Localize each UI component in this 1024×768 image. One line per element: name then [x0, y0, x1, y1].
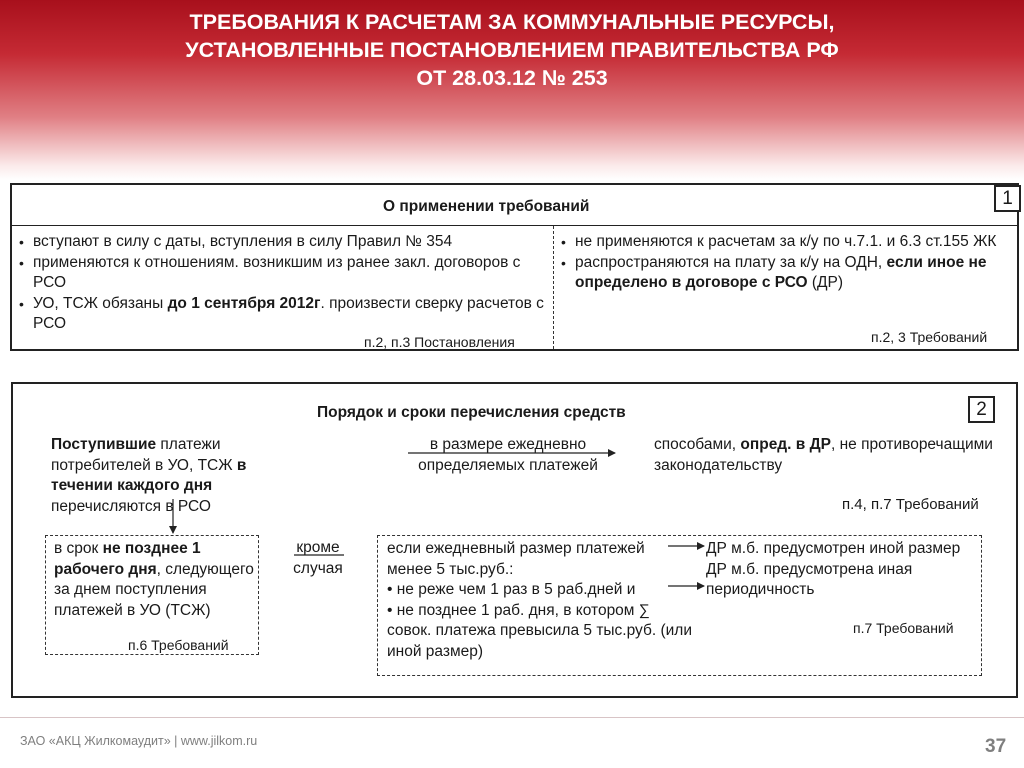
section1-left-reference: п.2, п.3 Постановления: [364, 334, 515, 350]
deadline-reference: п.6 Требований: [128, 637, 229, 653]
list-item: • не применяются к расчетам за к/у по ч.7.1. и 6.3 ст.155 ЖК: [561, 232, 1001, 253]
section1-number-badge: 1: [994, 185, 1021, 212]
footer-company: ЗАО «АКЦ Жилкомаудит» | www.jilkom.ru: [20, 734, 258, 748]
except-text: кроме случая: [293, 539, 343, 577]
requirements-application-box: [10, 183, 1019, 351]
incoming-payments-text: Поступившие платежи потребителей в УО, ТСЖ в течении каждого дня перечисляются в РСО: [51, 436, 247, 515]
section2-heading: Порядок и сроки перечисления средств: [317, 404, 626, 421]
dr-text: ДР м.б. предусмотрен иной размер ДР м.б. предусмотрена иная периодичность: [706, 540, 961, 598]
list-item: • вступают в силу с даты, вступления в силу Правил № 354: [19, 232, 549, 253]
section2-reference-p4: п.4, п.7 Требований: [842, 496, 979, 513]
list-item: • применяются к отношениям. возникшим из ранее закл. договоров с РСО: [19, 253, 549, 294]
payment-methods-text: способами, опред. в ДР, не противоречащими законодательству: [654, 436, 993, 474]
dr-reference: п.7 Требований: [853, 620, 954, 636]
section1-heading: О применении требований: [383, 198, 590, 215]
title-line-2: УСТАНОВЛЕННЫЕ ПОСТАНОВЛЕНИЕМ ПРАВИТЕЛЬСТВА РФ: [185, 38, 839, 62]
title-line-1: ТРЕБОВАНИЯ К РАСЧЕТАМ ЗА КОММУНАЛЬНЫЕ РЕСУРСЫ,: [189, 10, 835, 34]
section1-column-divider: [553, 226, 554, 349]
condition-text: если ежедневный размер платежей менее 5 тыс.руб.: • не реже чем 1 раз в 5 раб.дней и • не позднее 1 раб. дня, в котором ∑ совок. платежа превысила 5 тыс.руб. (или иной размер): [387, 540, 692, 660]
page-number: 37: [985, 736, 1007, 757]
flow-arrows: [13, 384, 1016, 696]
payment-procedure-box: [11, 382, 1018, 698]
list-item: • УО, ТСЖ обязаны до 1 сентября 2012г. произвести сверку расчетов с РСО: [19, 294, 549, 335]
section1-divider: [12, 225, 1017, 226]
list-item: • распространяются на плату за к/у на ОДН, если иное не определено в договоре с РСО (ДР): [561, 253, 1001, 294]
deadline-text: в срок не позднее 1 рабочего дня, следующего за днем поступления платежей в УО (ТСЖ): [54, 540, 254, 619]
footer-divider: [0, 717, 1024, 718]
section1-left-list: [19, 232, 549, 335]
title-line-3: ОТ 28.03.12 № 253: [416, 66, 608, 90]
section2-number-badge: 2: [968, 396, 995, 423]
payment-amount-text: в размере ежедневно определяемых платежей: [418, 436, 598, 474]
section1-right-reference: п.2, 3 Требований: [871, 329, 988, 345]
section1-right-list: [561, 232, 1001, 294]
slide-title: [0, 8, 1024, 92]
